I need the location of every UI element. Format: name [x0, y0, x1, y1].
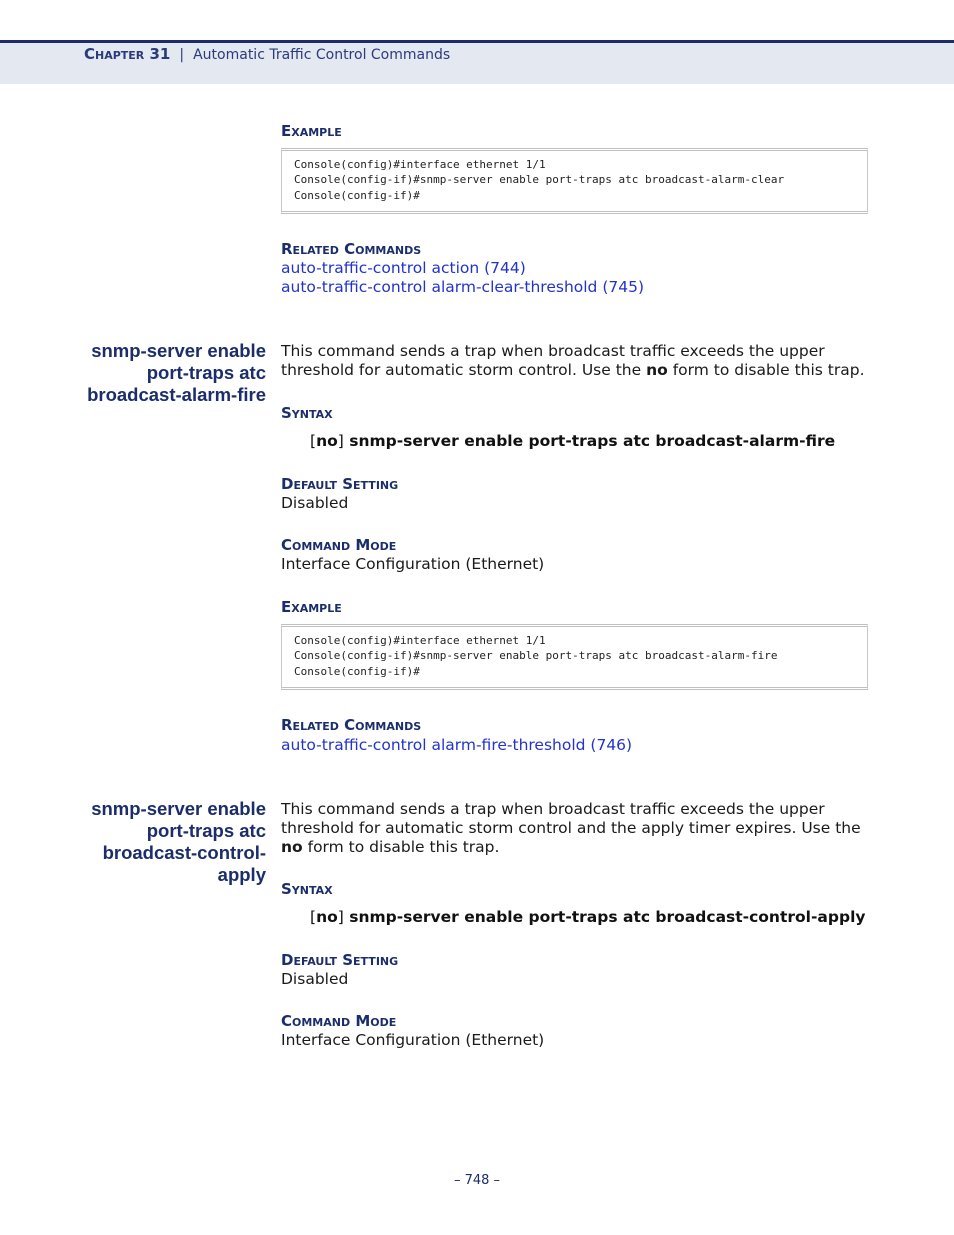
keyword-no: no — [281, 838, 303, 856]
description-text: form to disable this trap. — [667, 361, 865, 379]
chapter-title: Automatic Traffic Control Commands — [193, 47, 451, 63]
description-text: form to disable this trap. — [302, 838, 500, 856]
chapter-label: Chapter 31 — [84, 45, 171, 63]
command-title-line: port-traps atc — [146, 362, 266, 383]
code-line: Console(config-if)#snmp-server enable port-traps atc broadcast-alarm-clear — [294, 173, 785, 186]
syntax-command: snmp-server enable port-traps atc broadcast-alarm-fire — [349, 432, 836, 450]
command-title-line: apply — [217, 864, 266, 885]
bracket: ] — [337, 908, 344, 926]
page-number: – 748 – — [453, 1173, 501, 1188]
description-line — [281, 838, 881, 857]
description-line — [281, 361, 881, 380]
running-header — [84, 45, 450, 63]
related-command-link[interactable]: auto-traffic-control alarm-clear-threshold (745) — [281, 278, 645, 296]
default-setting-heading: Default Setting — [281, 475, 399, 493]
related-commands-heading: Related Commands — [281, 716, 422, 734]
code-example — [281, 624, 868, 690]
default-setting-value: Disabled — [281, 494, 349, 512]
syntax-line — [310, 432, 835, 450]
command-description — [281, 800, 881, 857]
command-mode-value: Interface Configuration (Ethernet) — [281, 1031, 545, 1049]
syntax-heading: Syntax — [281, 880, 333, 898]
syntax-heading: Syntax — [281, 404, 333, 422]
related-command-link[interactable]: auto-traffic-control action (744) — [281, 259, 526, 277]
command-mode-heading: Command Mode — [281, 1012, 397, 1030]
default-setting-heading: Default Setting — [281, 951, 399, 969]
bracket: [ — [310, 432, 317, 450]
related-command-link[interactable]: auto-traffic-control alarm-fire-threshold (746) — [281, 736, 633, 754]
keyword-no: no — [646, 361, 668, 379]
description-line: threshold for automatic storm control and the apply timer expires. Use the — [281, 819, 861, 837]
command-title-line: broadcast-alarm-fire — [87, 384, 266, 405]
code-example — [281, 148, 868, 214]
code-line: Console(config-if)# — [294, 189, 420, 202]
syntax-command: snmp-server enable port-traps atc broadcast-control-apply — [349, 908, 866, 926]
description-line: This command sends a trap when broadcast traffic exceeds the upper — [281, 342, 825, 360]
example-heading: Example — [281, 598, 342, 616]
code-line: Console(config)#interface ethernet 1/1 — [294, 634, 546, 647]
bracket: ] — [337, 432, 344, 450]
code-line: Console(config)#interface ethernet 1/1 — [294, 158, 546, 171]
bracket: [ — [310, 908, 317, 926]
related-commands-heading: Related Commands — [281, 240, 422, 258]
command-description — [281, 342, 881, 380]
code-line: Console(config-if)#snmp-server enable port-traps atc broadcast-alarm-fire — [294, 649, 778, 662]
command-title-line: snmp-server enable — [91, 798, 266, 819]
command-title-line: port-traps atc — [146, 820, 266, 841]
description-text: threshold for automatic storm control. Use the — [281, 361, 647, 379]
command-title — [87, 340, 266, 406]
description-line: This command sends a trap when broadcast traffic exceeds the upper — [281, 800, 825, 818]
code-line: Console(config-if)# — [294, 665, 420, 678]
command-title-line: snmp-server enable — [91, 340, 266, 361]
default-setting-value: Disabled — [281, 970, 349, 988]
header-separator: | — [179, 47, 185, 63]
syntax-line — [310, 908, 865, 926]
keyword-no: no — [316, 432, 338, 450]
command-mode-value: Interface Configuration (Ethernet) — [281, 555, 545, 573]
keyword-no: no — [316, 908, 338, 926]
command-title-line: broadcast-control- — [102, 842, 266, 863]
command-mode-heading: Command Mode — [281, 536, 397, 554]
example-heading: Example — [281, 122, 342, 140]
command-title — [91, 798, 266, 886]
